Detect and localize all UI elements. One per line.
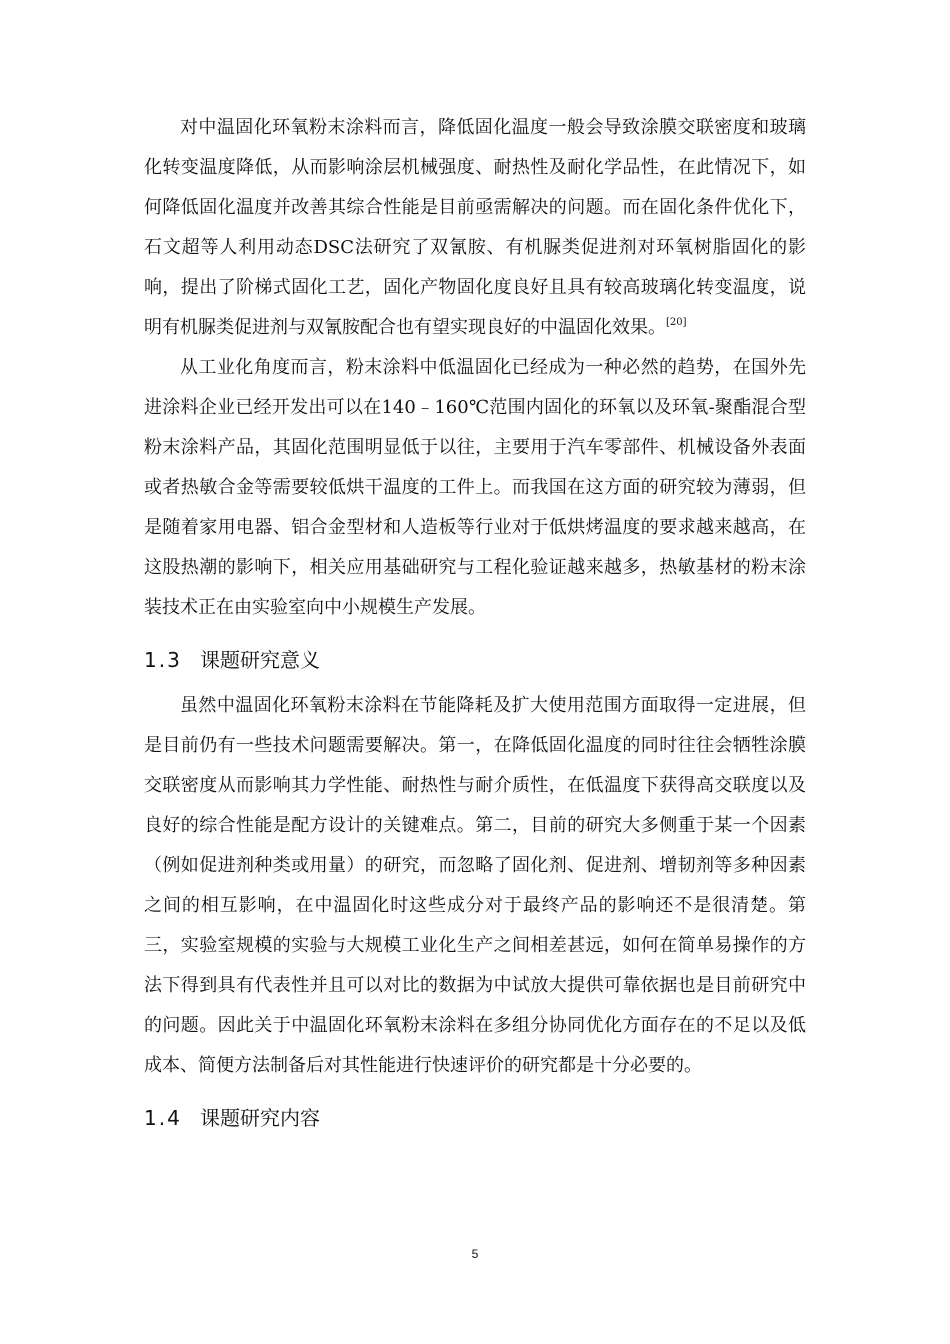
page-number: 5 <box>471 1247 479 1261</box>
section-heading-1-4 <box>144 1100 806 1136</box>
paragraph-text: 虽然中温固化环氧粉末涂料在节能降耗及扩大使用范围方面取得一定进展，但是目前仍有一些技术问题需要解决。第一，在降低固化温度的同时往往会牺牲涂膜交联密度从而影响其力学性能、耐热性与耐介质性，在低温度下获得高交联度以及良好的综合性能是配方设计的关键难点。第二，目前的研究大多侧重于某一个因素（例如促进剂种类或用量）的研究，而忽略了固化剂、促进剂、增韧剂等多种因素之间的相互影响，在中温固化时这些成分对于最终产品的影响还不是很清楚。第三，实验室规模的实验与大规模工业化生产之间相差甚远，如何在简单易操作的方法下得到具有代表性并且可以对比的数据为中试放大提供可靠依据也是目前研究中的问题。因此关于中温固化环氧粉末涂料在多组分协同优化方面存在的不足以及低成本、简便方法制备后对其性能进行快速评价的研究都是十分必要的。 <box>144 695 806 1076</box>
section-number: 1.3 <box>144 648 182 672</box>
paragraph-industrialization <box>144 348 806 628</box>
section-number: 1.4 <box>144 1106 182 1130</box>
paragraph-text: 从工业化角度而言，粉末涂料中低温固化已经成为一种必然的趋势，在国外先进涂料企业已经开发出可以在140﹣160℃范围内固化的环氧以及环氧-聚酯混合型粉末涂料产品，其固化范围明显低于以往，主要用于汽车零部件、机械设备外表面或者热敏合金等需要较低烘干温度的工件上。而我国在这方面的研究较为薄弱，但是随着家用电器、铝合金型材和人造板等行业对于低烘烤温度的要求越来越高，在这股热潮的影响下，相关应用基础研究与工程化验证越来越多，热敏基材的粉末涂装技术正在由实验室向中小规模生产发展。 <box>144 357 806 618</box>
document-body <box>144 108 806 1144</box>
paragraph-curing-conditions <box>144 108 806 348</box>
section-title: 课题研究意义 <box>200 648 320 672</box>
citation-ref: [20] <box>666 317 687 328</box>
paragraph-research-significance <box>144 686 806 1086</box>
section-title: 课题研究内容 <box>200 1106 320 1130</box>
section-heading-1-3 <box>144 642 806 678</box>
paragraph-text: 对中温固化环氧粉末涂料而言，降低固化温度一般会导致涂膜交联密度和玻璃化转变温度降低，从而影响涂层机械强度、耐热性及耐化学品性，在此情况下，如何降低固化温度并改善其综合性能是目前亟需解决的问题。而在固化条件优化下，石文超等人利用动态DSC法研究了双氰胺、有机脲类促进剂对环氧树脂固化的影响，提出了阶梯式固化工艺，固化产物固化度良好且具有较高玻璃化转变温度，说明有机脲类促进剂与双氰胺配合也有望实现良好的中温固化效果。 <box>144 117 806 338</box>
